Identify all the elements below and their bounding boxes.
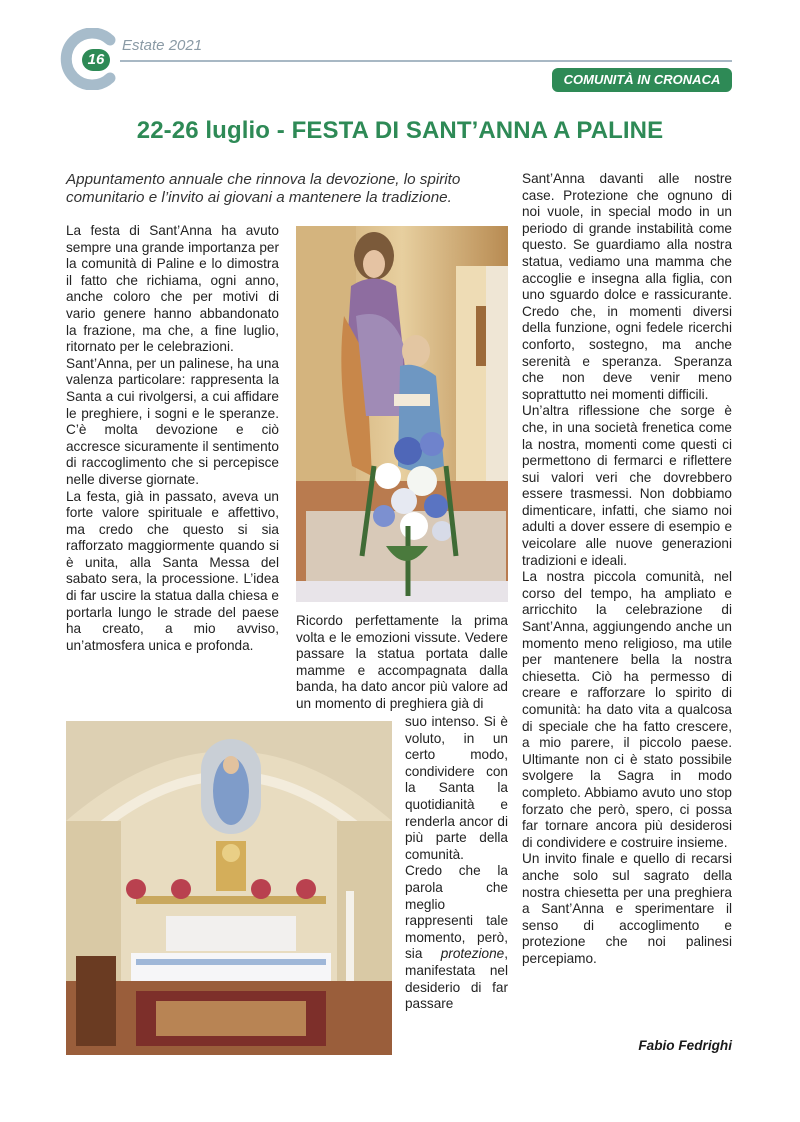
issue-label: Estate 2021 [122,37,203,54]
paragraph: Un’altra riflessione che sorge è che, in una società frenetica come la nostra, momenti come questi ci permettono di fermarci e riflettere sui valori veri che dovrebbero essere trasmessi. Non dobbiamo dimenticare, infatti, che siamo noi adulti a dover essere di esempio e veicolare alle nuove generazioni tradizioni e ideali. [522,403,732,568]
paragraph: La festa di Sant’Anna ha avuto sempre una grande importanza per la comunità di Paline e lo dimostra il fatto che richiama, ogni anno, anche coloro che per motivi di vario genere hanno abbandonato la frazione, ma che, a fine luglio, ritornato per le celebrazioni. [66,223,279,355]
article-title: 22-26 luglio - FESTA DI SANT’ANNA A PALINE [136,117,664,144]
statue-photo [296,226,508,602]
paragraph: Sant’Anna, per un palinese, ha una valenza particolare: rappresenta la Santa a cui rivolgersi, a cui affidare le preghiere, i sogni e le speranze. C’è molta devozione e ciò accresce sicuramente il sentimento di raccoglimento che si percepisce nelle diverse giornate. [66,355,279,487]
header-rule [120,60,732,62]
column-2-top: Ricordo perfettamente la prima volta e le emozioni vissute. Vedere passare la statua portata dalle mamme e accompagnata dalla banda, ha dato ancor più valore ad un momento di preghiera già di [296,613,508,711]
emphasis-protezione: protezione [440,946,505,962]
author-byline: Fabio Fedrighi [638,1038,732,1053]
paragraph: La festa, già in passato, aveva un forte valore spirituale e affettivo, ma credo che questo si sia rafforzato maggiormente quando si è unita, alla Santa Messa del sabato sera, la processione. L’idea di far uscire la statua dalla chiesa e portarla lungo le strade del paese ha creato, a mio avviso, un’atmosfera unica e profonda. [66,488,279,653]
column-2-narrow [405,714,508,1013]
paragraph: suo intenso. Si è voluto, in un certo modo, condividere con la Santa la quotidianità e renderla ancor di più parte della comunità. [405,714,508,862]
section-badge: COMUNITÀ IN CRONACA [552,68,732,92]
column-1 [66,223,279,654]
paragraph: La nostra piccola comunità, nel corso del tempo, ha ampliato e arricchito la celebrazione di Sant’Anna, aggiungendo anche un momento meno religioso, ma utile per mantenere bella la nostra chiesetta. Ciò ha permesso di creare e rafforzare lo spirito di comunità: ha dato vita a qualcosa di speciale che ha fatto crescere, a mio parere, il piccolo paese. Ultimante non ci è stato possibile svolgere la Sagra in modo completo. Abbiamo avuto uno stop forzato che però, spero, ci possa far tornare ancora più desiderosi di condividere e costruire insieme. [522,569,732,850]
chapel-interior-photo [66,721,392,1055]
column-3 [522,171,732,968]
paragraph: Sant’Anna davanti alle nostre case. Protezione che ognuno di noi vuole, in special modo in un periodo di grande instabilità come questo. Se guardiamo alla nostra statua, vediamo una mamma che accoglie e insegna alla figlia, con uno sguardo dolce e rassicurante. Credo che, in momenti diversi della funzione, ogni fedele ricerchi conforto, sostegno, ma anche serenità e speranza. Speranza che non deve venir meno soprattutto nei momenti difficili. [522,171,732,402]
page-number: 16 [82,49,110,71]
paragraph: Credo che la parola che meglio rappresenti tale momento, però, sia protezione, manifestata nel desiderio di far passare [405,863,508,1012]
article-lead: Appuntamento annuale che rinnova la devozione, lo spirito comunitario e l’invito ai giovani a mantenere la tradizione. [66,171,461,206]
paragraph: Un invito finale e quello di recarsi anche solo sul sagrato della nostra chiesetta per una preghiera a Sant’Anna e sperimentare il senso di accoglimento e protezione che noi palinesi percepiamo. [522,851,732,966]
